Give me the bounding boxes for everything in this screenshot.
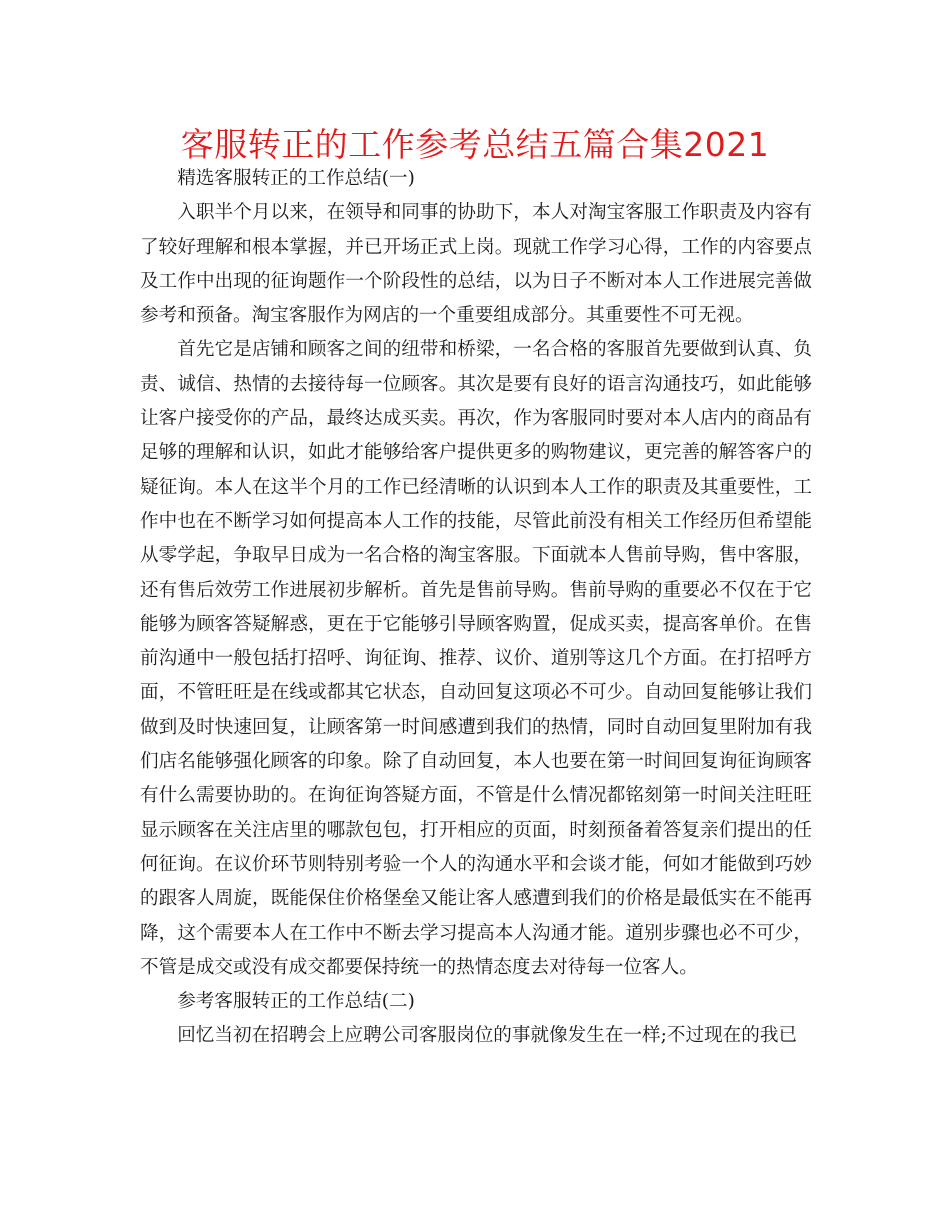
paragraph-3: 回忆当初在招聘会上应聘公司客服岗位的事就像发生在一样;不过现在的我已 — [177, 1025, 798, 1047]
document-title: 客服转正的工作参考总结五篇合集2021 — [180, 125, 770, 164]
section-heading-2: 参考客服转正的工作总结(二) — [177, 991, 415, 1013]
document-body — [140, 162, 812, 1054]
paragraph-1: 入职半个月以来，在领导和同事的协助下，本人对淘宝客服工作职责及内容有了较好理解和根本掌握，并已开场正式上岗。现就工作学习心得，工作的内容要点及工作中出现的征询题作一个阶段性的总结，以为日子不断对本人工作进展完善做参考和预备。淘宝客服作为网店的一个重要组成部分。其重要性不可无视。 — [140, 202, 812, 327]
paragraph-2: 首先它是店铺和顾客之间的纽带和桥梁，一名合格的客服首先要做到认真、负责、诚信、热情的去接待每一位顾客。其次是要有良好的语言沟通技巧，如此能够让客户接受你的产品，最终达成买卖。再次，作为客服同时要对本人店内的商品有足够的理解和认识，如此才能够给客户提供更多的购物建议，更完善的解答客户的疑征询。本人在这半个月的工作已经清晰的认识到本人工作的职责及其重要性，工作中也在不断学习如何提高本人工作的技能，尽管此前没有相关工作经历但希望能从零学起，争取早日成为一名合格的淘宝客服。下面就本人售前导购，售中客服，还有售后效劳工作进展初步解析。首先是售前导购。售前导购的重要必不仅在于它能够为顾客答疑解惑，更在于它能够引导顾客购置，促成买卖，提高客单价。在售前沟通中一般包括打招呼、询征询、推荐、议价、道别等这几个方面。在打招呼方面，不管旺旺是在线或都其它状态，自动回复这项必不可少。自动回复能够让我们做到及时快速回复，让顾客第一时间感遭到我们的热情，同时自动回复里附加有我们店名能够强化顾客的印象。除了自动回复，本人也要在第一时间回复询征询顾客有什么需要协助的。在询征询答疑方面，不管是什么情况都铭刻第一时间关注旺旺显示顾客在关注店里的哪款包包，打开相应的页面，时刻预备着答复亲们提出的任何征询。在议价环节则特别考验一个人的沟通水平和会谈才能，何如才能做到巧妙的跟客人周旋，既能保住价格堡垒又能让客人感遭到我们的价格是最低实在不能再降，这个需要本人在工作中不断去学习提高本人沟通才能。道别步骤也必不可少，不管是成交或没有成交都要保持统一的热情态度去对待每一位客人。 — [140, 339, 812, 978]
section-heading-1: 精选客服转正的工作总结(一) — [177, 168, 415, 189]
